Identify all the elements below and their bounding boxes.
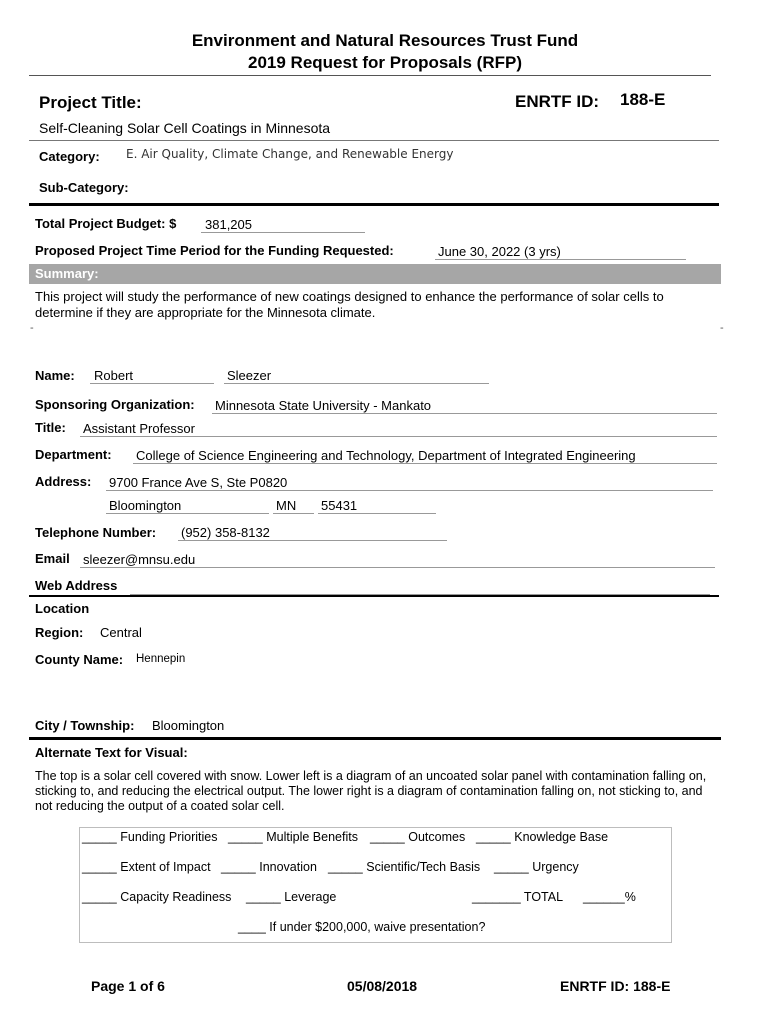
sponsoring-org-label: Sponsoring Organization:	[35, 397, 195, 412]
score-innovation: _____ Innovation	[221, 860, 317, 874]
score-capacity-readiness: _____ Capacity Readiness	[82, 890, 232, 904]
score-leverage: _____ Leverage	[246, 890, 337, 904]
score-extent-of-impact: _____ Extent of Impact	[82, 860, 211, 874]
region-label: Region:	[35, 625, 84, 640]
category-label: Category:	[39, 149, 100, 164]
summary-marker-left: -	[30, 322, 34, 334]
city-township-label: City / Township:	[35, 718, 135, 733]
job-title-value: Assistant Professor	[80, 421, 717, 437]
score-total: _______ TOTAL	[472, 890, 564, 904]
score-urgency: _____ Urgency	[494, 860, 579, 874]
city-township-value: Bloomington	[152, 718, 225, 733]
header-divider	[29, 75, 711, 76]
sponsoring-org-value: Minnesota State University - Mankato	[212, 398, 717, 414]
project-title-value: Self-Cleaning Solar Cell Coatings in Minnesota	[39, 120, 331, 136]
score-funding-priorities: _____ Funding Priorities	[82, 830, 218, 844]
first-name-value: Robert	[90, 368, 214, 384]
score-outcomes: _____ Outcomes	[370, 830, 466, 844]
address-state-value: MN	[273, 498, 314, 514]
last-name-value: Sleezer	[224, 368, 489, 384]
subcategory-label: Sub-Category:	[39, 180, 129, 195]
time-period-label: Proposed Project Time Period for the Funding Requested:	[35, 243, 394, 258]
address-zip-value: 55431	[318, 498, 436, 514]
summary-label: Summary:	[35, 266, 99, 281]
telephone-label: Telephone Number:	[35, 525, 157, 540]
score-percent: ______%	[583, 890, 636, 904]
web-address-label: Web Address	[35, 578, 118, 593]
document-subtitle: 2019 Request for Proposals (RFP)	[248, 53, 522, 72]
location-label: Location	[35, 601, 90, 616]
department-label: Department:	[35, 447, 112, 462]
waive-presentation: ____ If under $200,000, waive presentation?	[238, 920, 486, 934]
category-value: E. Air Quality, Climate Change, and Renewable Energy	[126, 147, 454, 161]
section-divider-1	[29, 203, 719, 206]
department-value: College of Science Engineering and Technology, Department of Integrated Engineering	[133, 448, 717, 464]
summary-header-bar	[29, 264, 721, 284]
section-divider-3	[29, 737, 721, 740]
section-divider-2	[29, 595, 719, 597]
enrtf-id-value: 188-E	[620, 90, 666, 109]
county-value: Hennepin	[136, 653, 186, 665]
address-label: Address:	[35, 474, 92, 489]
score-scientific-basis: _____ Scientific/Tech Basis	[328, 860, 481, 874]
enrtf-id-label: ENRTF ID:	[515, 92, 600, 111]
job-title-label: Title:	[35, 420, 66, 435]
footer-page-number: Page 1 of 6	[91, 978, 165, 994]
email-label: Email	[35, 551, 70, 566]
footer-date: 05/08/2018	[347, 978, 418, 994]
time-period-value: June 30, 2022 (3 yrs)	[435, 244, 686, 260]
summary-marker-right: -	[720, 322, 724, 334]
document-title: Environment and Natural Resources Trust Fund	[191, 31, 579, 50]
title-underline	[29, 140, 719, 141]
email-value: sleezer@mnsu.edu	[80, 552, 715, 568]
region-value: Central	[100, 625, 142, 640]
summary-text: This project will study the performance of new coatings designed to enhance the performance of solar cells to determine if they are appropriate for the Minnesota climate.	[35, 289, 664, 320]
name-label: Name:	[35, 368, 75, 383]
alt-text-label: Alternate Text for Visual:	[35, 745, 188, 760]
score-knowledge-base: _____ Knowledge Base	[476, 830, 609, 844]
project-title-label: Project Title:	[39, 93, 142, 112]
budget-value: 381,205	[201, 217, 365, 233]
address-street-value: 9700 France Ave S, Ste P0820	[106, 475, 713, 491]
address-city-value: Bloomington	[106, 498, 269, 514]
county-label: County Name:	[35, 652, 124, 667]
telephone-value: (952) 358-8132	[178, 525, 447, 541]
budget-label: Total Project Budget: $	[35, 216, 177, 231]
alt-text-body: The top is a solar cell covered with snow. Lower left is a diagram of an uncoated solar panel with contamination falling on, sticking to, and reducing the electrical output. The lower right is a diagram of contamination falling on, not sticking to, and not reducing the output of a coated solar cell.	[35, 769, 707, 813]
footer-enrtf-id: ENRTF ID: 188-E	[560, 978, 671, 994]
score-multiple-benefits: _____ Multiple Benefits	[228, 830, 358, 844]
